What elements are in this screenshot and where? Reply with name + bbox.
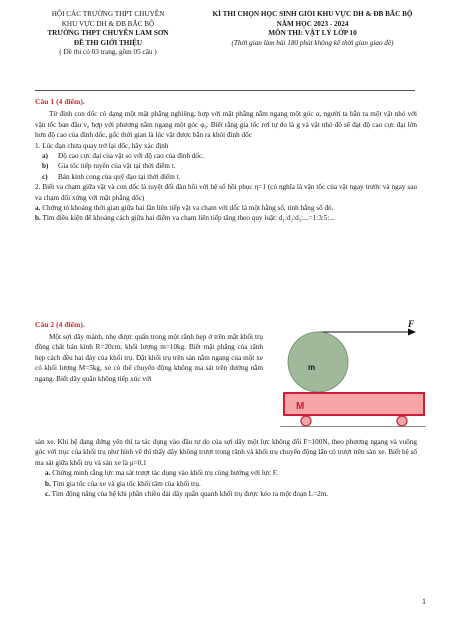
time-note: (Thời gian làm bài 180 phút không kể thời gian giao đề) [231,38,394,47]
question-1 [35,97,417,224]
q1-title: Câu 1 (4 điểm). [35,97,85,106]
exam-type: ĐỀ THI GIỚI THIỆU [73,38,143,47]
q1-part2a: a. Chứng tỏ khoảng thời gian giữa hai lần liên tiếp vật va chạm với dốc là một hằng số, tính hằng số đó. [35,204,334,213]
cart-label: M [296,401,305,412]
q2-part-c: c. Tìm động năng của hệ khi phần chiều dài dây quấn quanh khối trụ được kéo ra một đoạn L=2m. [45,490,329,499]
org-name: HỘI CÁC TRƯỜNG THPT CHUYÊN [51,10,165,18]
header-left [28,10,188,58]
wheel-right [397,416,407,426]
region-name: KHU VỰC DH & ĐB BẮC BỘ [61,19,155,28]
q2-part-a: a. Chứng minh rằng lực ma sát trượt tác dụng vào khối trụ cùng hướng với lực F. [45,469,278,478]
force-label: F [408,319,415,329]
q2-title: Câu 2 (4 điểm). [35,320,85,329]
page-count-note: ( Đề thi có 03 trang, gồm 05 câu ) [59,48,157,57]
subject-line: MÔN THI: VẬT LÝ LỚP 10 [268,29,357,38]
q2-part-b: b. Tìm gia tốc của xe và gia tốc khối tâm của khối trụ. [45,479,201,488]
q2-cont-text: sàn xe. Khi hệ đang đứng yên thì ta tác dụng vào đầu tự do của sợi dây một lực không đổi F=100N, theo phương ngang và vuông góc với trục của khối trụ như hình vẽ thì thấy dây không trượt trong rãnh và khối trụ chuyển động lăn có trượt trên sàn xe. Biết hệ số ma sát giữa khối trụ và sàn xe là μ=0,1 [35,438,417,467]
q1-part1: 1. Lúc đạn chưa quay trở lại dốc, hãy xác định [35,141,169,150]
header-right [190,10,435,48]
exam-title: KÌ THI CHỌN HỌC SINH GIỎI KHU VỰC DH & ĐB BẮC BỘ [212,10,413,18]
force-arrowhead [408,329,416,336]
q2-intro: Một sợi dây mảnh, nhẹ được quấn trong một rãnh hẹp ở trên mặt khối trụ đồng chất bán kính R=20cm, khối lượng m=10kg. Biết mặt phẳng của rãnh hẹp cách đều hai đáy của khối trụ. Đặt khối trụ trên sàn nằm ngang của một xe có khối lượng M=5kg, xe có thể chuyển động không ma sát trên đường nằm ngang. Biết dây quấn không tiếp xúc với [35,333,263,383]
q1-item-a: a) Độ cao cực đại của vật so với độ cao của đỉnh dốc. [42,152,205,161]
cart-body [284,393,424,415]
school-year: NĂM HỌC 2023 - 2024 [276,19,349,28]
q1-item-c: c) Bán kính cong của quỹ đạo tại thời điểm t. [42,172,181,181]
cylinder-label: m [308,363,316,372]
q1-intro: Từ đỉnh con dốc có dạng một mặt phẳng nghiêng, hợp với mặt phẳng nằm ngang một góc α, người ta bắn ra một vật nhỏ với vận tốc ban đầu v₀ hợp với phương nằm ngang một góc φ₀. Biết rằng gia tốc rơi tự do là g và vật nhỏ đó sẽ đạt độ cao cực đại lớn hơn độ cao của đỉnh dốc, gốc thời gian là lúc vật được bắn ra khỏi đỉnh dốc [35,110,417,140]
page-number: 1 [422,597,426,606]
header-divider [35,90,415,91]
wheel-left [301,416,311,426]
cylinder [288,332,348,392]
q2-continued [35,437,417,499]
cart-cylinder-figure [278,310,428,440]
school-name: TRƯỜNG THPT CHUYÊN LAM SƠN [47,29,169,38]
q1-part2: 2. Biết va chạm giữa vật và con dốc là tuyệt đối đàn hồi với hệ số hồi phục η=1 (có nghĩa là vận tốc của vật ngay trước và ngay sau va chạm đối xứng với mặt phẳng dốc) [35,183,417,202]
q1-item-b: b) Gia tốc tiếp tuyến của vật tại thời điểm t. [42,162,176,171]
q2-left-text [35,332,263,384]
q1-part2b: b. Tìm điều kiện để khoảng cách giữa hai điểm va chạm liên tiếp tăng theo quy luật: d₁:d₂:d₃:...=1:3:5:... [35,214,335,223]
